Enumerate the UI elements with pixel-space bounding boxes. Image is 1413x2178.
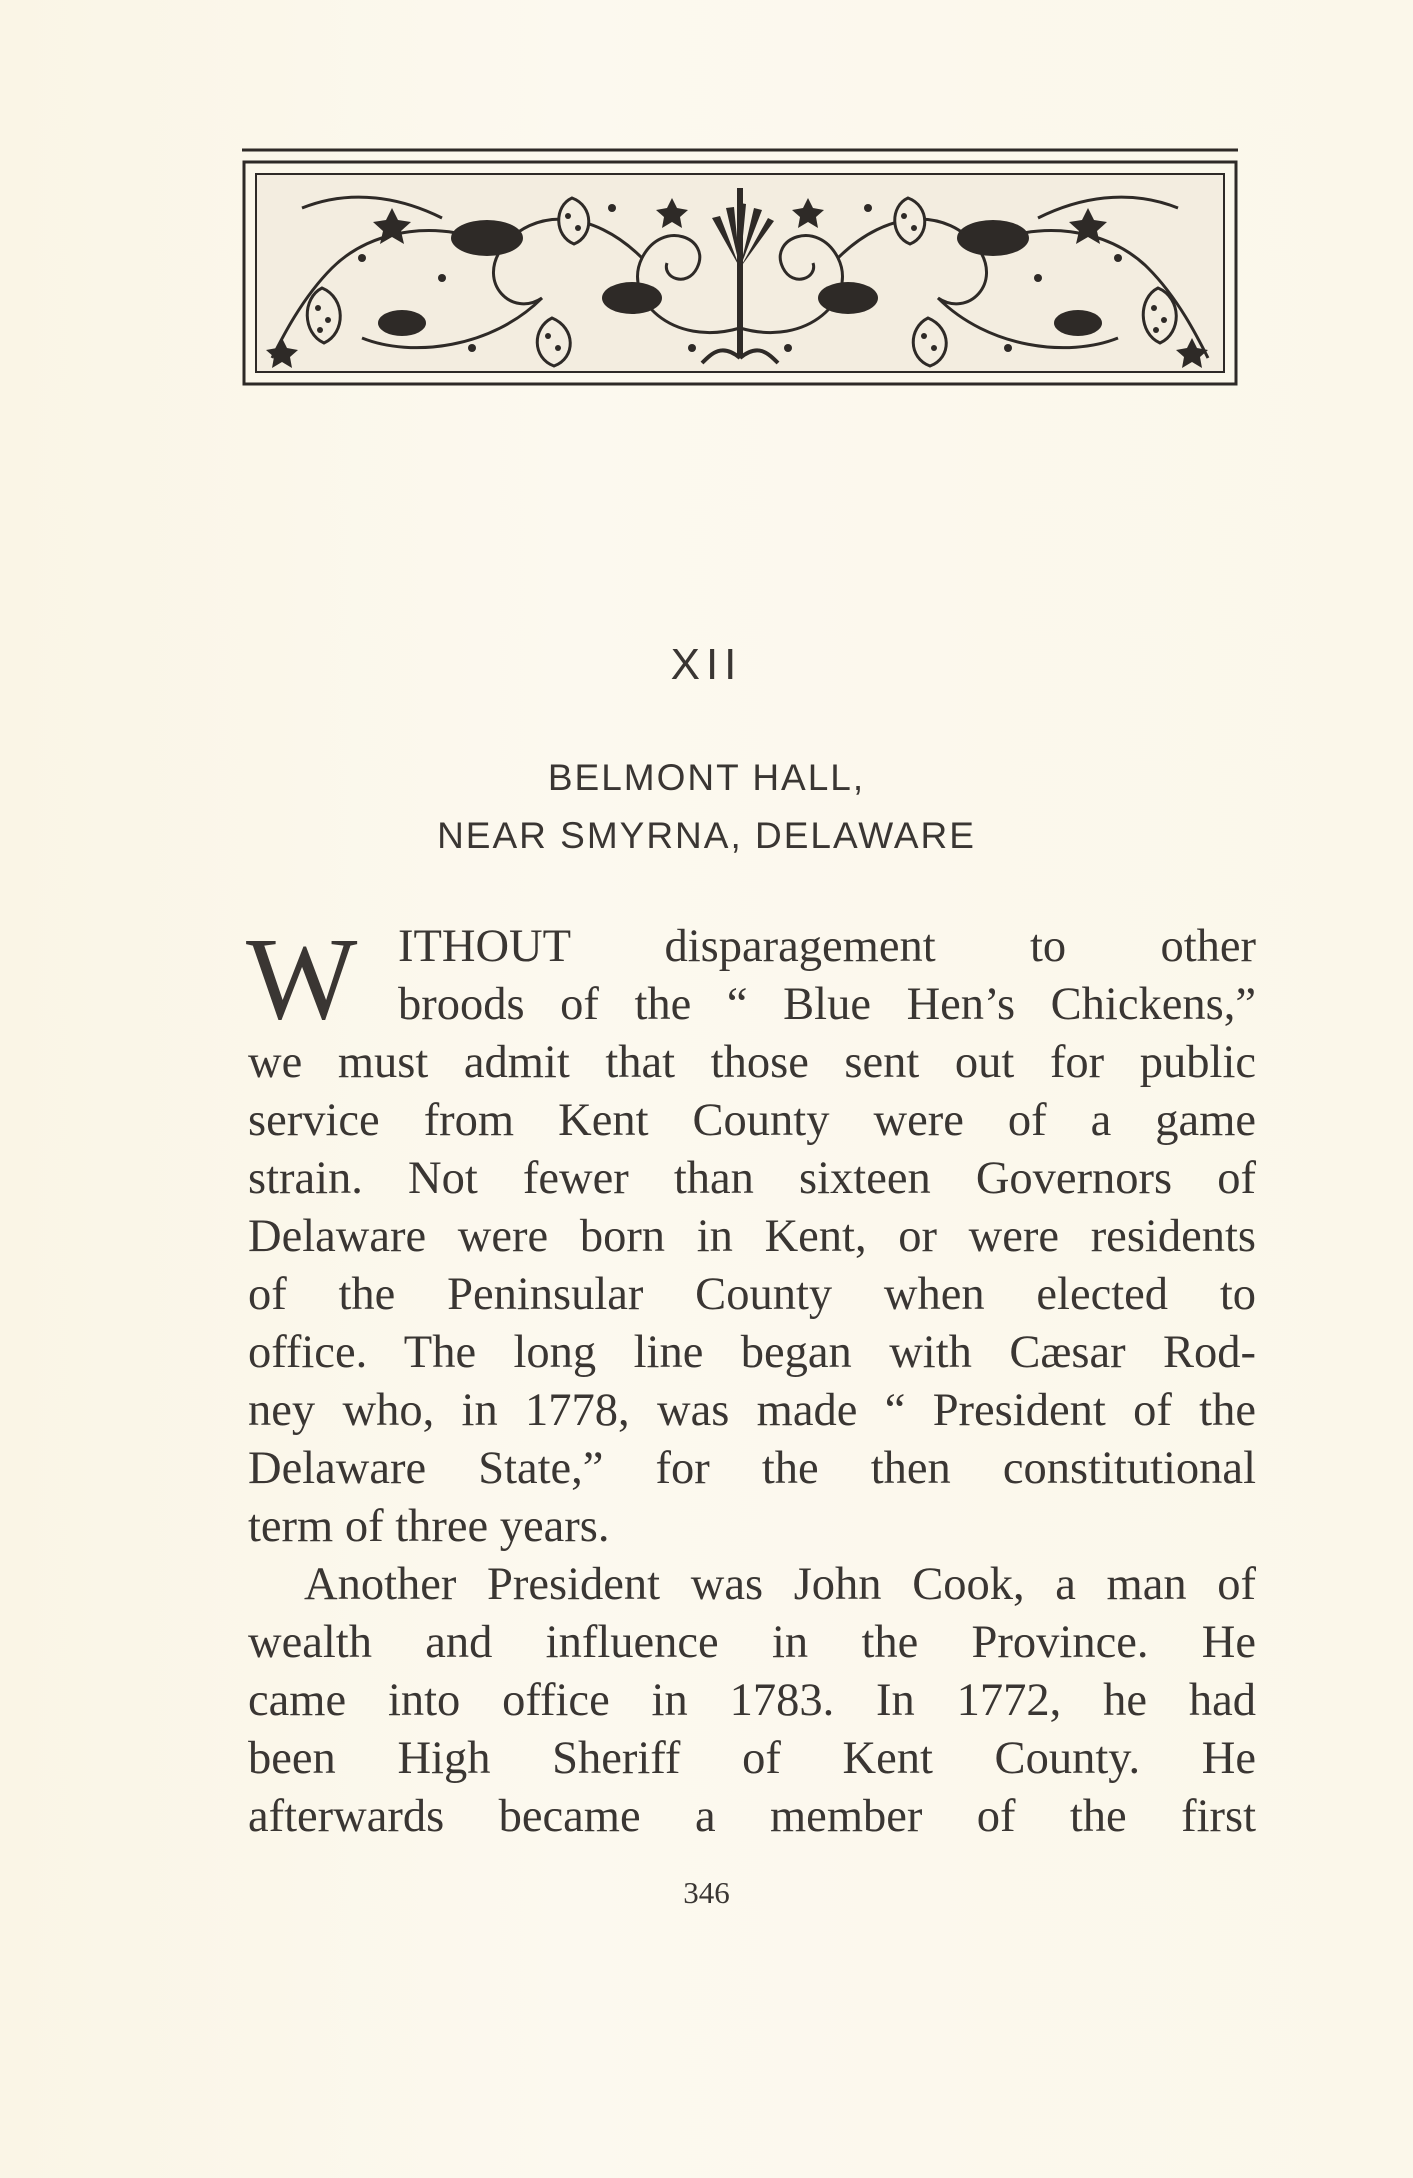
body-line: term of three years. — [248, 1501, 610, 1552]
body-line: service from Kent County were of a game — [248, 1095, 1256, 1146]
chapter-number: XII — [670, 640, 743, 689]
floral-ornament-icon — [242, 148, 1238, 388]
body-line: Delaware State,” for the then constitutional — [248, 1443, 1256, 1494]
body-line: of the Peninsular County when elected to — [248, 1269, 1256, 1320]
body-line: came into office in 1783. In 1772, he had — [248, 1675, 1256, 1726]
body-line: wealth and influence in the Province. He — [248, 1617, 1256, 1668]
body-line: afterwards became a member of the first — [248, 1791, 1256, 1842]
body-line: ney who, in 1778, was made “ President of the — [248, 1385, 1256, 1436]
body-line: strain. Not fewer than sixteen Governors of — [248, 1153, 1256, 1204]
body-line: ITHOUT disparagement to other — [398, 921, 1256, 972]
drop-cap: W — [246, 913, 358, 1044]
chapter-title-line-1: BELMONT HALL, — [547, 757, 866, 798]
body-line: Another President was John Cook, a man of — [304, 1559, 1256, 1610]
page-number: 346 — [683, 1875, 730, 1910]
body-line: office. The long line began with Cæsar Rod- — [248, 1327, 1256, 1378]
chapter-title-line-2: NEAR SMYRNA, DELAWARE — [437, 815, 976, 856]
body-text — [246, 913, 1256, 1858]
body-line: broods of the “ Blue Hen’s Chickens,” — [398, 979, 1256, 1030]
body-line: we must admit that those sent out for public — [248, 1037, 1256, 1088]
body-line: Delaware were born in Kent, or were residents — [248, 1211, 1256, 1262]
body-line: been High Sheriff of Kent County. He — [248, 1733, 1256, 1784]
